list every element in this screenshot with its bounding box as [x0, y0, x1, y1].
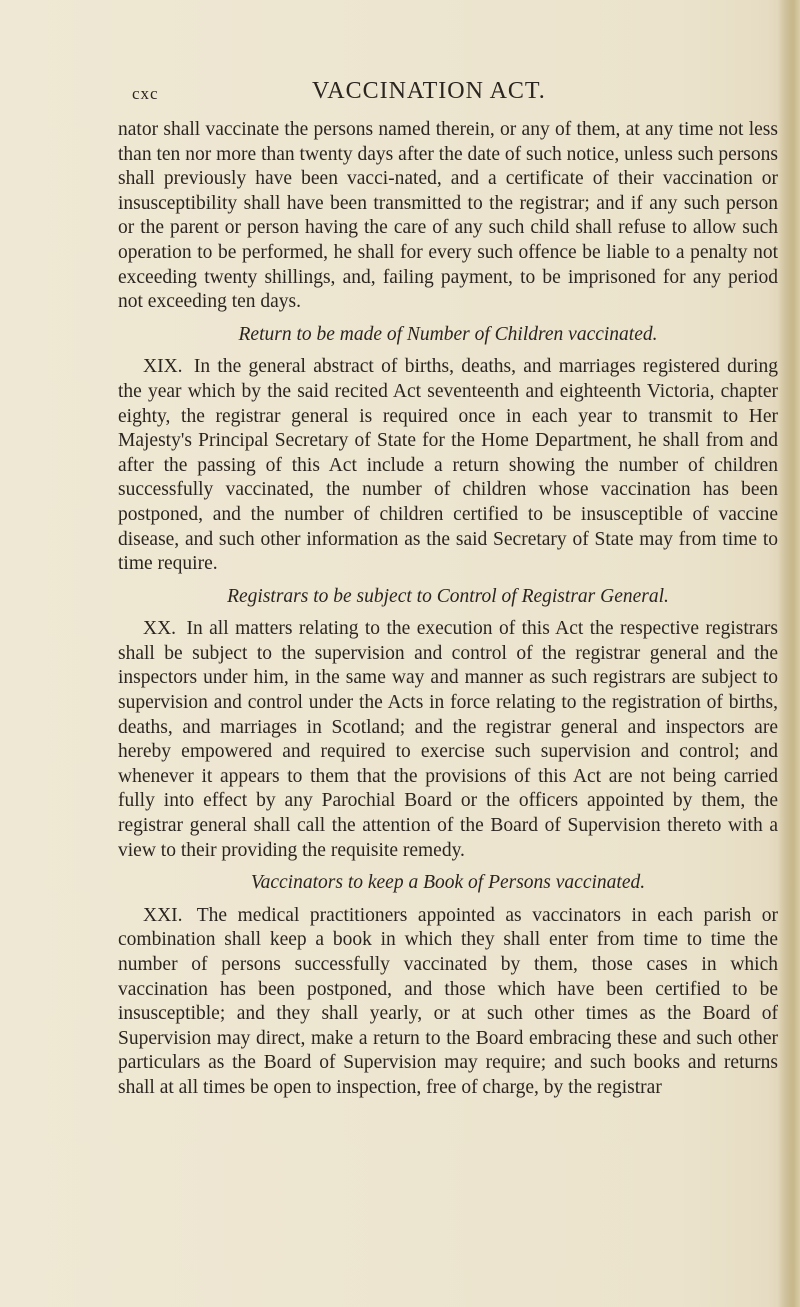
page-body — [118, 118, 778, 1101]
section-number-21: XXI. — [143, 904, 183, 926]
page-number: cxc — [132, 84, 159, 103]
continued-paragraph: nator shall vaccinate the persons named therein, or any of them, at any time not less than ten nor more than twenty days after the date of such notice, unless such persons shall previously have been vacci-nated, and a certificate of their vaccination or insusceptibility shall have been transmitted to the registrar; and if any such person or the parent or person having the care of any such child shall refuse to allow such operation to be performed, he shall for every such offence be liable to a penalty not exceeding twenty shillings, and, failing payment, to be imprisoned for any period not exceeding ten days. — [118, 119, 778, 313]
section-21 — [118, 904, 778, 1101]
section-text-21: The medical practitioners appointed as vaccinators in each parish or combination shall keep a book in which they shall enter from time to time the number of persons successfully vaccinated by them, those cases in which vaccination has been postponed, and those which have been certified to be insusceptible; and they shall yearly, or at such other times as the Board of Supervision may direct, make a return to the Board embracing these and such other particulars as the Board of Supervision may require; and such books and returns shall at all times be open to inspection, free of charge, by the registrar — [118, 904, 778, 1098]
section-20 — [118, 617, 778, 863]
page-edge — [778, 0, 800, 1307]
section-number-19: XIX. — [143, 356, 183, 378]
section-heading-19: Return to be made of Number of Children vaccinated. — [238, 323, 658, 345]
section-heading-21: Vaccinators to keep a Book of Persons vaccinated. — [250, 872, 646, 894]
running-title: VACCINATION ACT. — [312, 78, 546, 104]
section-text-20: In all matters relating to the execution of this Act the respective registrars shall be subject to the supervision and control of the registrar general and the inspectors under him, in the same way and manner as such registrars are subject to supervision and control under the Acts in force relating to the registration of births, deaths, and marriages in Scotland; and the registrar general and inspectors are hereby empowered and required to exercise such supervision and control; and whenever it appears to them that the provisions of this Act are not being carried fully into effect by any Parochial Board or the officers appointed by them, the registrar general shall call the attention of the Board of Supervision thereto with a view to their providing the requisite remedy. — [118, 618, 779, 861]
section-heading-20: Registrars to be subject to Control of Registrar General. — [227, 585, 669, 607]
section-text-19: In the general abstract of births, deaths, and marriages registered during the year which by the said recited Act seventeenth and eighteenth Victoria, chapter eighty, the registrar general is required once in each year to transmit to Her Majesty's Principal Secretary of State for the Home Department, he shall from and after the passing of this Act include a return showing the number of children successfully vaccinated, the number of children whose vaccination has been postponed, and the number of children certified to be insusceptible of vaccine disease, and such other information as the said Secretary of State may from time to time require. — [118, 356, 779, 575]
section-number-20: XX. — [143, 618, 177, 640]
page-header — [118, 78, 778, 112]
section-19 — [118, 355, 778, 576]
